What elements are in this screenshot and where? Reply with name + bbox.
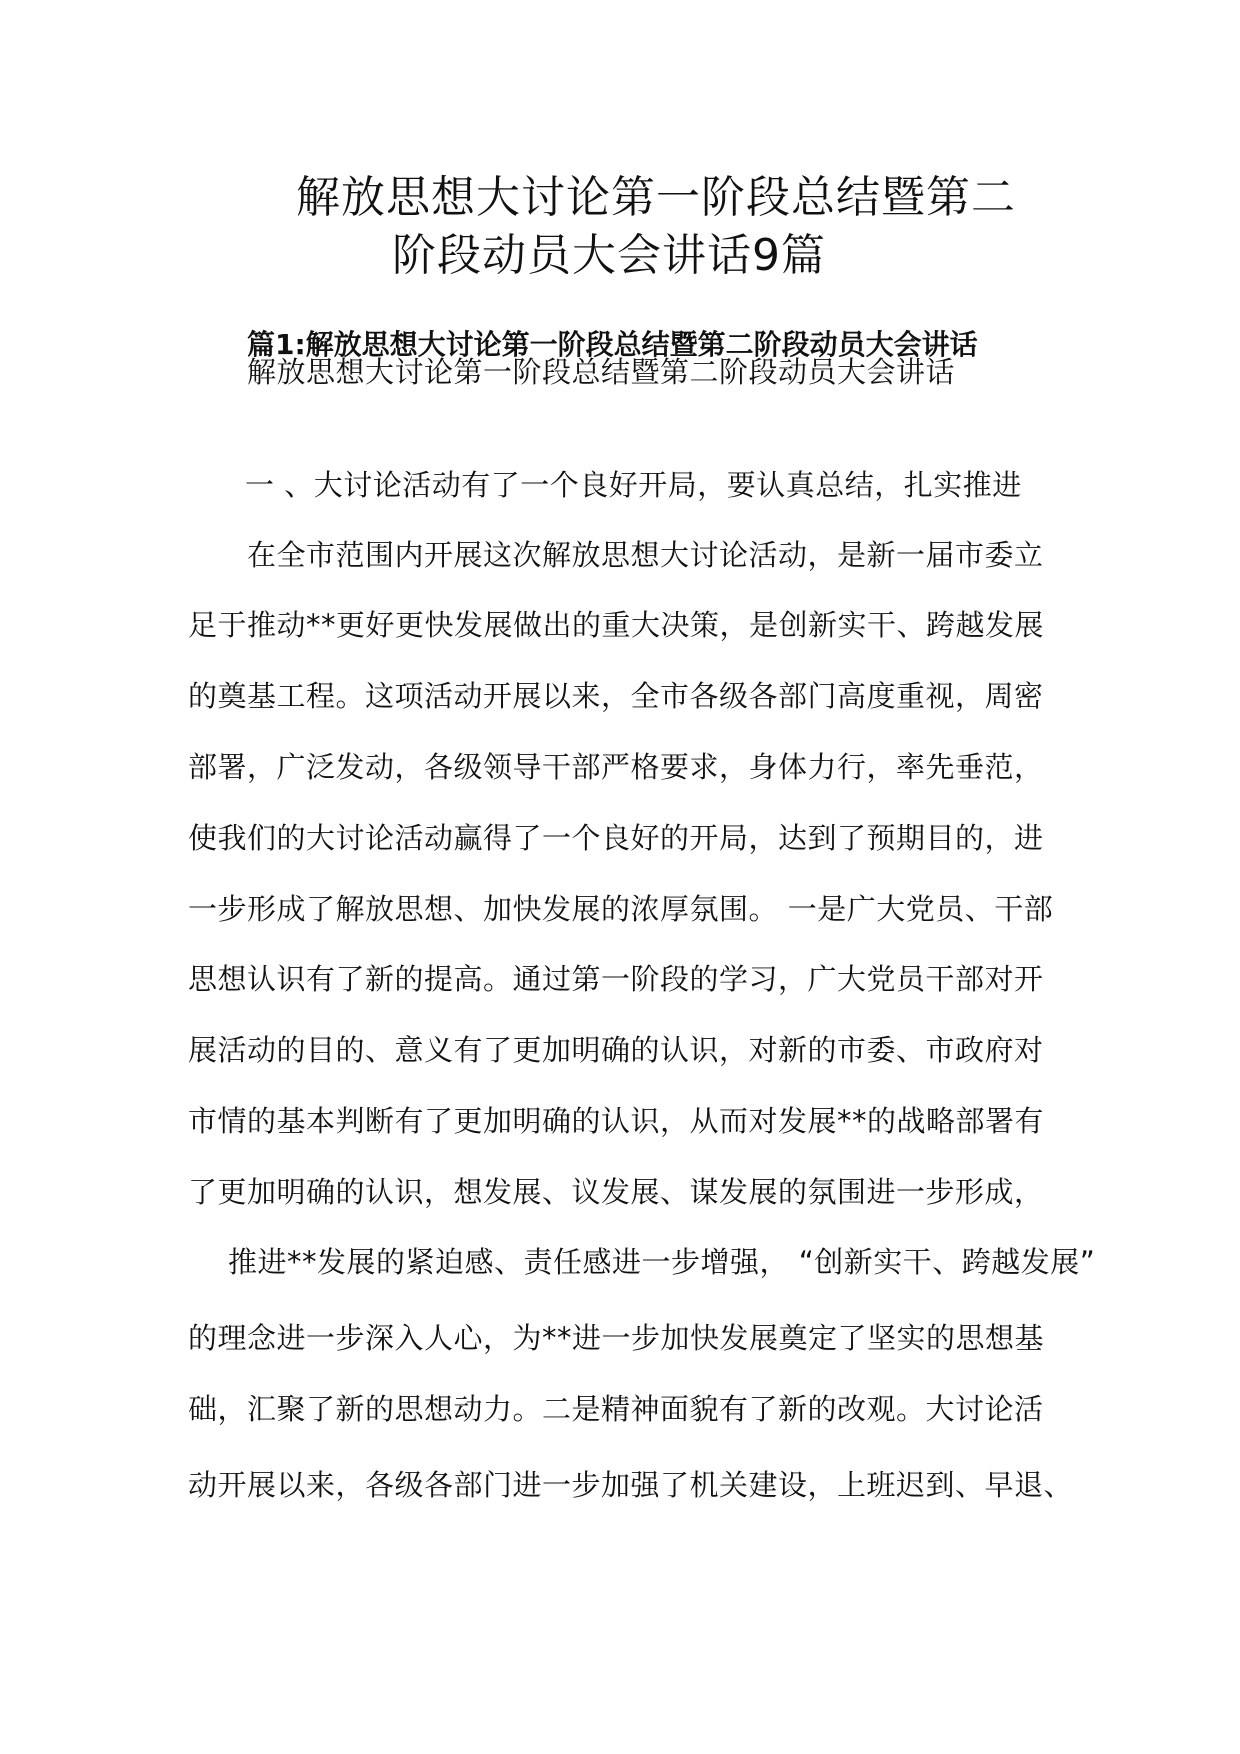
body-line: 的理念进一步深入人心，为**进一步加快发展奠定了坚实的思想基 (188, 1321, 1045, 1355)
body-line: 推进**发展的紧迫感、责任感进一步增强， “创新实干、跨越发展” (228, 1245, 1096, 1279)
body-line: 动开展以来，各级各部门进一步加强了机关建设，上班迟到、早退、 (188, 1468, 1074, 1502)
body-line: 部署，广泛发动，各级领导干部严格要求，身体力行，率先垂范， (188, 750, 1044, 784)
body-line: 思想认识有了新的提高。通过第一阶段的学习，广大党员干部对开 (188, 962, 1044, 996)
body-line: 足于推动**更好更快发展做出的重大决策，是创新实干、跨越发展 (188, 608, 1045, 642)
section-heading: 篇1:解放思想大讨论第一阶段总结暨第二阶段动员大会讲话 (247, 328, 978, 361)
body-line: 一步形成了解放思想、加快发展的浓厚氛围。 一是广大党员、干部 (188, 892, 1054, 926)
body-line: 使我们的大讨论活动赢得了一个良好的开局，达到了预期目的，进 (188, 821, 1044, 855)
body-line: 础，汇聚了新的思想动力。二是精神面貌有了新的改观。大讨论活 (188, 1392, 1044, 1426)
body-line: 市情的基本判断有了更加明确的认识，从而对发展**的战略部署有 (188, 1104, 1045, 1138)
body-line: 在全市范围内开展这次解放思想大讨论活动，是新一届市委立 (247, 538, 1044, 572)
body-line: 展活动的目的、意义有了更加明确的认识，对新的市委、市政府对 (188, 1033, 1044, 1067)
body-line: 解放思想大讨论第一阶段总结暨第二阶段动员大会讲话 (247, 355, 956, 389)
document-title-line-2: 阶段动员大会讲话9篇 (392, 230, 826, 281)
body-line: 了更加明确的认识，想发展、议发展、谋发展的氛围进一步形成， (188, 1175, 1044, 1209)
body-line: 的奠基工程。这项活动开展以来，全市各级各部门高度重视，周密 (188, 679, 1044, 713)
body-line: 一 、大讨论活动有了一个良好开局，要认真总结，扎实推进 (245, 468, 1022, 502)
document-title-line-1: 解放思想大讨论第一阶段总结暨第二 (296, 172, 1016, 223)
